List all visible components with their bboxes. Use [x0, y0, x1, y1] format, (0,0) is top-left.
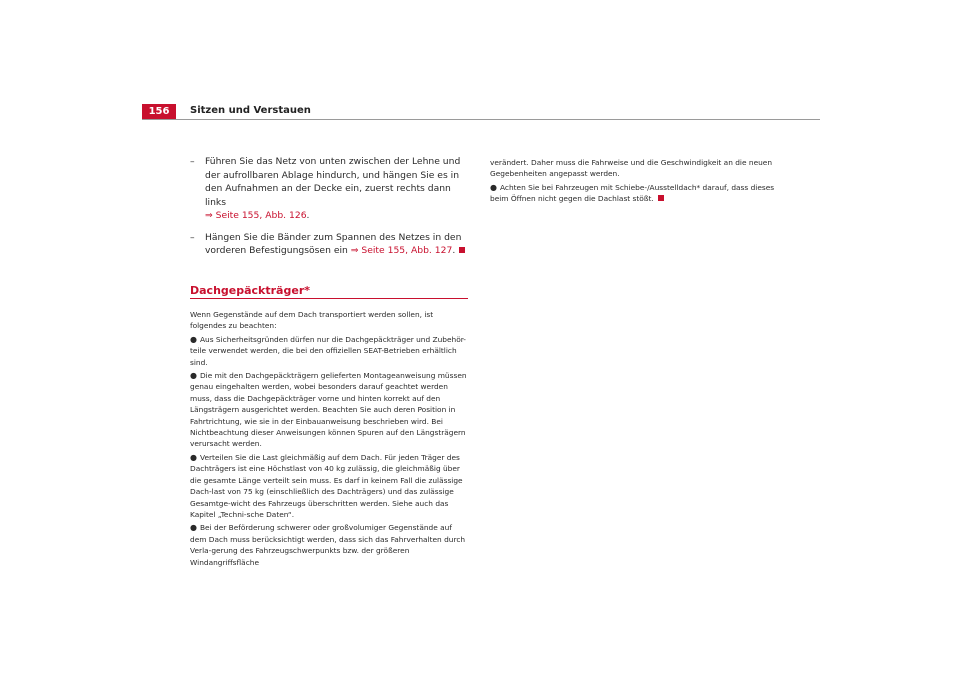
step-item — [190, 155, 468, 223]
list-item — [190, 334, 468, 368]
end-of-section-mark — [658, 195, 664, 201]
list-item — [190, 522, 468, 568]
bullet-icon: ● — [190, 371, 197, 381]
page-reference-link[interactable]: ⇒ Seite 155, Abb. 126 — [205, 210, 307, 221]
step-dash: – — [190, 156, 195, 167]
list-item — [190, 452, 468, 520]
list-item — [490, 182, 780, 205]
bullet-icon: ● — [490, 182, 497, 192]
page-number: 156 — [142, 104, 176, 120]
page-title: Sitzen und Verstauen — [190, 105, 311, 116]
end-of-section-mark — [459, 247, 465, 253]
section-body — [190, 309, 468, 570]
list-item-text: Achten Sie bei Fahrzeugen mit Schiebe-/Ausstelldach* darauf, dass dieses beim Öffnen nicht gegen die Dachlast stößt. — [490, 182, 775, 204]
bullet-icon: ● — [190, 523, 197, 533]
section-title: Dachgepäckträger* — [190, 284, 310, 297]
section-rule — [190, 298, 468, 299]
header-rule — [142, 119, 820, 120]
list-item-text: Verteilen Sie die Last gleichmäßig auf dem Dach. Für jeden Träger des Dachträgers ist eine Höchstlast von 40 kg zulässig, die gleichmäßig über die gesamte Länge verteilt sein muss. Es darf in keinem Fall die zulässige Dach-last von 75 kg (einschließlich des Dachträgers) und das zulässige Gesamtge-wicht des Fahrzeugs überschritten werden. Siehe auch das Kapitel „Techni-sche Daten“. — [190, 452, 463, 519]
list-item — [190, 370, 468, 450]
step-text: Hängen Sie die Bänder zum Spannen des Netzes in den vorderen Befestigungsösen ein — [205, 231, 462, 256]
continuation-text: verändert. Daher muss die Fahrweise und die Geschwindigkeit an die neuen Gegebenheiten angepasst werden. — [490, 158, 773, 179]
list-item-text: Die mit den Dachgepäckträgern gelieferten Montageanweisung müssen genau eingehalten werden, wobei besonders darauf geachtet werden muss, dass die Dachgepäckträger vorne und hinten korrekt auf den Längsträgern ausgerichtet werden. Beachten Sie auch deren Position in Fahrtrichtung, wie sie in der Einbauanweisung beschrieben wird. Bei Nichtbeachtung dieser Anweisungen können Spuren auf den Längsträgern verursacht werden. — [190, 371, 467, 449]
left-column — [190, 155, 468, 266]
bullet-icon: ● — [190, 452, 197, 462]
list-item-text: Bei der Beförderung schwerer oder großvolumiger Gegenstände auf dem Dach muss berücksichtigt werden, dass sich das Fahrverhalten durch Verla-gerung des Fahrzeugschwerpunkts bzw. der größeren Windangriffsfläche — [190, 523, 466, 567]
step-item — [190, 231, 468, 258]
step-suffix: . — [452, 245, 456, 256]
list-item-text: Aus Sicherheitsgründen dürfen nur die Dachgepäckträger und Zubehör-teile verwendet werden, die bei den offiziellen SEAT-Betrieben erhältlich sind. — [190, 334, 466, 367]
bullet-icon: ● — [190, 334, 197, 344]
step-suffix: . — [306, 210, 310, 221]
step-dash: – — [190, 231, 195, 243]
page-reference-link[interactable]: ⇒ Seite 155, Abb. 127 — [350, 245, 453, 256]
right-column — [490, 157, 780, 207]
section-intro: Wenn Gegenstände auf dem Dach transportiert werden sollen, ist folgendes zu beachten: — [190, 310, 434, 331]
step-text: Führen Sie das Netz von unten zwischen der Lehne und der aufrollbaren Ablage hindurch, und hängen Sie es in den Aufnahmen an der Decke ein, zuerst rechts dann links — [205, 156, 461, 208]
